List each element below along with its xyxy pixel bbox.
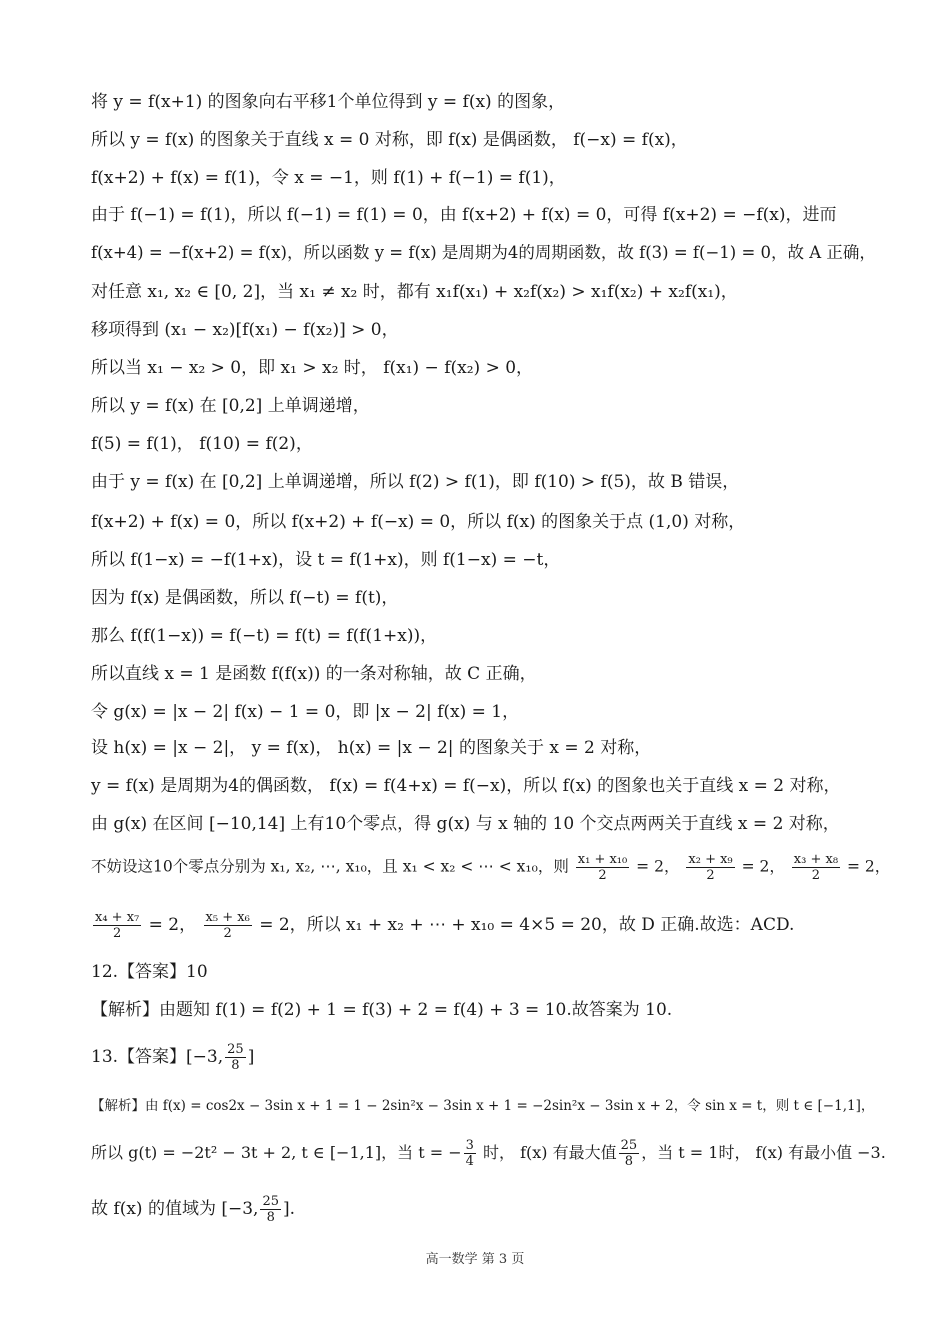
text-line: 对任意 x₁, x₂ ∈ [0, 2]，当 x₁ ≠ x₂ 时，都有 x₁f(x₁) + x₂f(x₂) > x₁f(x₂) + x₂f(x₁)，	[91, 282, 738, 302]
text-segment: 故 f(x) 的值域为 [−3,	[91, 1199, 259, 1219]
text-segment: ，当 t = 1时， f(x) 有最小值 −3.	[641, 1143, 886, 1162]
numerator: x₂ + x₉	[688, 852, 733, 867]
fraction	[464, 1138, 476, 1169]
text-segment: = 2，所以 x₁ + x₂ + ⋯ + x₁₀ = 4×5 = 20，故 D 正确.故选：ACD.	[259, 915, 795, 935]
text-line: 由于 y = f(x) 在 [0,2] 上单调递增，所以 f(2) > f(1)，即 f(10) > f(5)，故 B 错误，	[91, 472, 740, 492]
text-line: 所以 y = f(x) 的图象关于直线 x = 0 对称，即 f(x) 是偶函数， f(−x) = f(x)，	[91, 130, 688, 150]
text-line: 设 h(x) = |x − 2|， y = f(x)， h(x) = |x − 2| 的图象关于 x = 2 对称，	[91, 738, 652, 758]
q13-analysis-line2	[91, 1138, 890, 1169]
text-line: 所以直线 x = 1 是函数 f(f(x)) 的一条对称轴，故 C 正确，	[91, 664, 537, 684]
denominator: 4	[465, 1154, 474, 1169]
numerator: 25	[227, 1042, 244, 1057]
denominator: 8	[624, 1154, 634, 1169]
q12-answer: 12.【答案】10	[91, 962, 208, 982]
text-line: 所以 f(1−x) = −f(1+x)，设 t = f(1+x)，则 f(1−x) = −t，	[91, 550, 561, 570]
numerator: x₁ + x₁₀	[577, 852, 628, 867]
text-line: 因为 f(x) 是偶函数，所以 f(−t) = f(t)，	[91, 588, 399, 608]
text-segment: 不妨设这10个零点分别为 x₁, x₂, ⋯, x₁₀，且 x₁ < x₂ < ⋯ < x₁₀，则	[91, 857, 569, 876]
numerator: x₄ + x₇	[95, 910, 140, 925]
denominator: 2	[811, 868, 821, 883]
text-segment: = 2，	[741, 857, 785, 876]
denominator: 2	[598, 868, 607, 883]
numerator: x₃ + x₈	[793, 852, 839, 867]
fraction	[686, 852, 734, 883]
fraction	[619, 1138, 640, 1169]
denominator: 2	[112, 926, 122, 941]
fraction	[225, 1042, 246, 1073]
text-line: y = f(x) 是周期为4的偶函数， f(x) = f(4+x) = f(−x)，所以 f(x) 的图象也关于直线 x = 2 对称，	[91, 776, 841, 796]
page-footer: 高一数学 第 3 页	[425, 1252, 525, 1267]
numerator: x₅ + x₆	[205, 910, 250, 925]
text-segment: = 2，	[148, 915, 197, 935]
text-line: 由 g(x) 在区间 [−10,14] 上有10个零点，得 g(x) 与 x 轴的 10 个交点两两关于直线 x = 2 对称，	[91, 814, 840, 834]
denominator: 8	[266, 1210, 275, 1225]
numerator: 25	[620, 1138, 638, 1153]
text-segment: ]	[247, 1047, 255, 1067]
q13-analysis-line3	[91, 1194, 890, 1225]
fraction	[204, 910, 252, 941]
numerator: 25	[262, 1194, 279, 1209]
text-line: 所以当 x₁ − x₂ > 0，即 x₁ > x₂ 时， f(x₁) − f(x₂) > 0，	[91, 358, 534, 378]
text-line: 令 g(x) = |x − 2| f(x) − 1 = 0，即 |x − 2| f(x) = 1，	[91, 702, 520, 722]
text-line: f(5) = f(1)， f(10) = f(2)，	[91, 434, 313, 454]
text-line: f(x+4) = −f(x+2) = f(x)，所以函数 y = f(x) 是周期为4的周期函数，故 f(3) = f(−1) = 0，故 A 正确，	[91, 243, 876, 262]
text-line: f(x+2) + f(x) = 0，所以 f(x+2) + f(−x) = 0，所以 f(x) 的图象关于点 (1,0) 对称，	[91, 512, 746, 532]
text-line: 由于 f(−1) = f(1)，所以 f(−1) = f(1) = 0，由 f(x+2) + f(x) = 0，可得 f(x+2) = −f(x)，进而	[91, 205, 837, 225]
zeros-sum-line	[91, 910, 890, 941]
text-segment: 13.【答案】[−3,	[91, 1047, 224, 1067]
denominator: 8	[231, 1058, 240, 1073]
denominator: 2	[223, 926, 232, 941]
text-segment: = 2，	[846, 857, 891, 876]
q13-answer	[91, 1042, 890, 1073]
q13-analysis: 【解析】由 f(x) = cos2x − 3sin x + 1 = 1 − 2sin²x − 3sin x + 1 = −2sin²x − 3sin x + 2，令 sin x = t，则 t ∈ [−1,1]，	[91, 1098, 875, 1114]
fraction	[260, 1194, 281, 1225]
fraction	[792, 852, 840, 883]
fraction	[93, 910, 141, 941]
text-line: 所以 y = f(x) 在 [0,2] 上单调递增，	[91, 396, 370, 416]
text-segment: 所以 g(t) = −2t² − 3t + 2, t ∈ [−1,1]，当 t = −	[91, 1143, 462, 1162]
denominator: 2	[706, 868, 715, 883]
text-segment: = 2，	[636, 857, 680, 876]
text-line: f(x+2) + f(x) = f(1)，令 x = −1，则 f(1) + f(−1) = f(1)，	[91, 168, 566, 188]
text-segment: ].	[283, 1199, 296, 1219]
text-line: 将 y = f(x+1) 的图象向右平移1个单位得到 y = f(x) 的图象，	[91, 92, 566, 112]
q12-analysis: 【解析】由题知 f(1) = f(2) + 1 = f(3) + 2 = f(4) + 3 = 10.故答案为 10.	[91, 1000, 673, 1020]
text-segment: 时， f(x) 有最大值	[483, 1143, 617, 1162]
fraction	[576, 852, 629, 883]
numerator: 3	[465, 1138, 474, 1153]
text-line: 移项得到 (x₁ − x₂)[f(x₁) − f(x₂)] > 0，	[91, 320, 399, 340]
text-line: 那么 f(f(1−x)) = f(−t) = f(t) = f(f(1+x))，	[91, 626, 438, 646]
zeros-pairing-line	[91, 852, 890, 883]
